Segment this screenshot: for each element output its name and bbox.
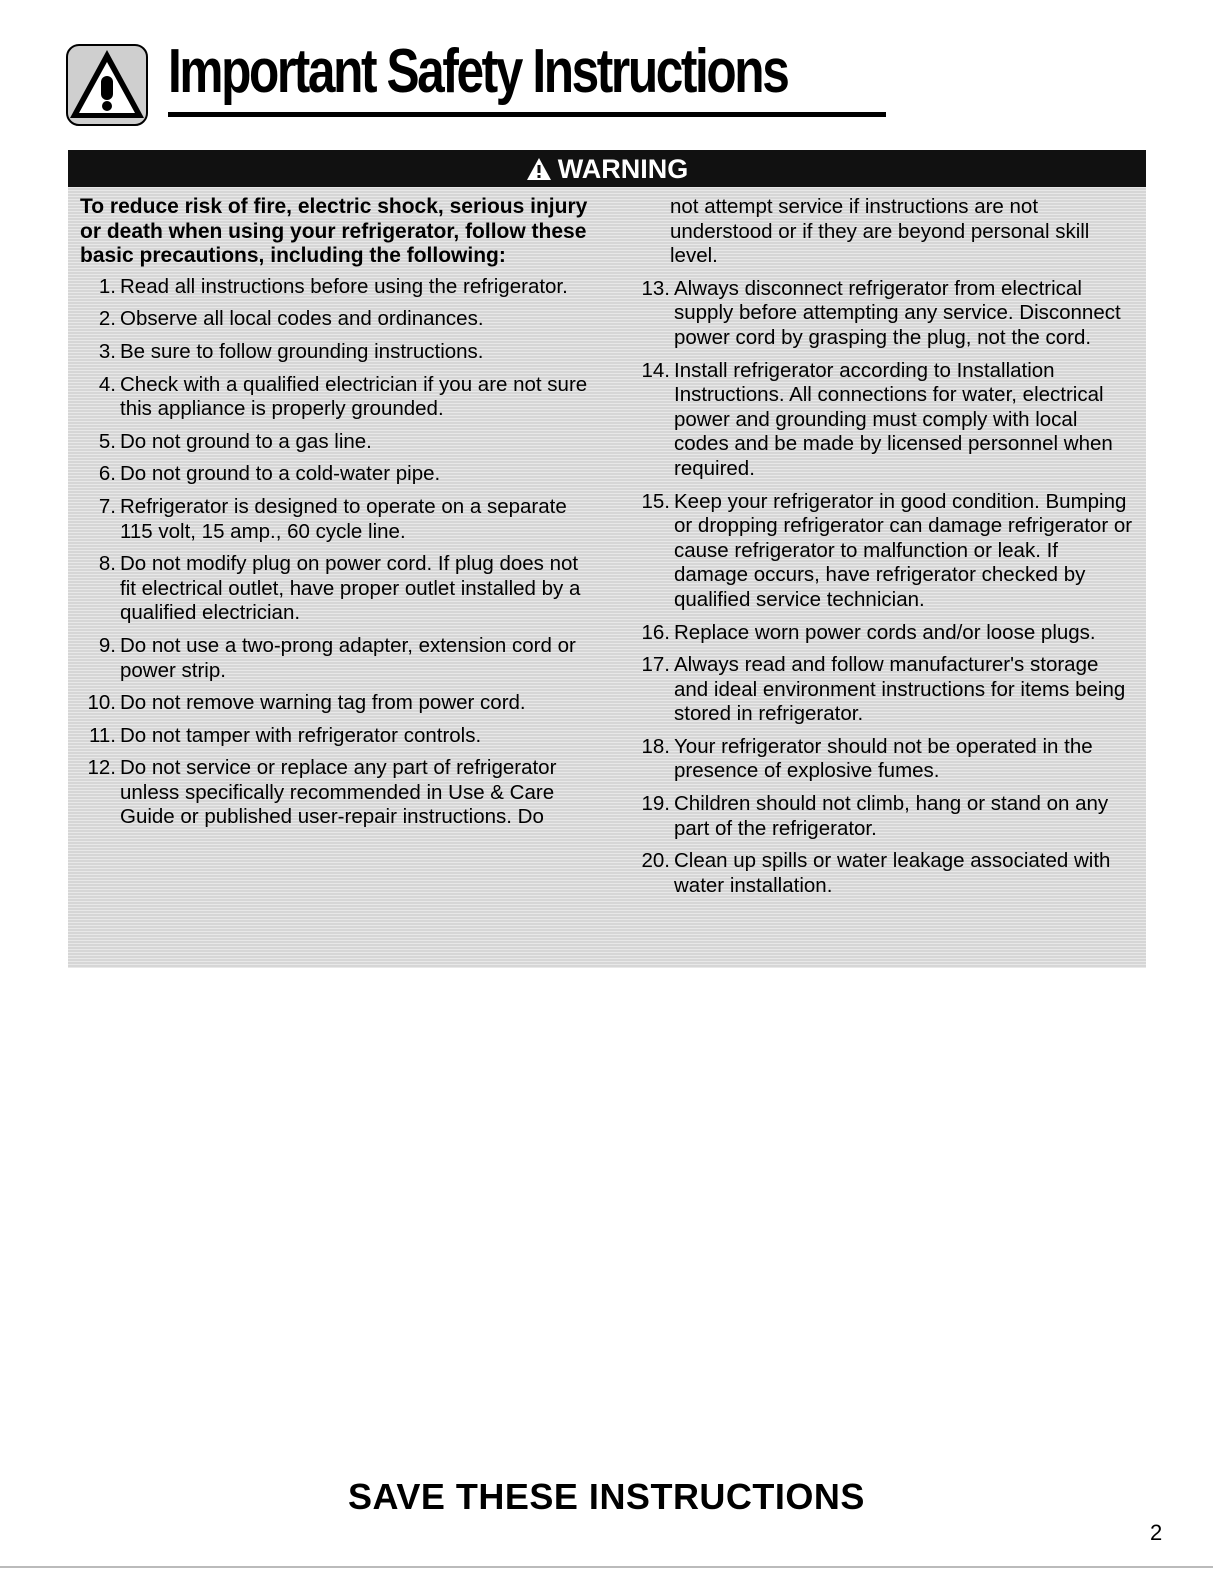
page-number: 2 [1150,1520,1163,1545]
item-number: 1. [98,274,116,298]
instruction-item [634,653,1136,727]
item-number: 10. [87,691,116,715]
instruction-item [634,490,1136,613]
instruction-item [634,277,1136,351]
item-12-continued: not attempt service if instructions are not understood or if they are beyond personal skill level. [670,195,1090,268]
item-text: Do not modify plug on power cord. If plug does not fit electrical outlet, have proper outlet installed by a qualified electrician. [120,552,581,625]
item-number: 11. [89,723,116,747]
warning-intro: To reduce risk of fire, electric shock, serious injury or death when using your refrigerator, follow these basic precautions, including the following: [80,195,588,268]
instruction-item [80,691,590,716]
item-number: 13. [641,276,670,300]
instruction-item [634,359,1136,482]
item-number: 4. [98,372,116,396]
item-number: 3. [98,339,116,363]
instruction-item [80,275,590,300]
instruction-list-right [634,277,1136,899]
instruction-item [80,307,590,332]
instruction-item [80,462,590,487]
item-text: Read all instructions before using the refrigerator. [120,274,568,298]
warning-column-right [634,195,1136,906]
instruction-item [80,552,590,626]
item-number: 15. [641,489,670,513]
instruction-item [634,849,1136,898]
item-text: Always read and follow manufacturer's storage and ideal environment instructions for items being stored in refrigerator. [674,653,1126,726]
item-number: 18. [641,734,670,758]
instruction-item [634,792,1136,841]
instruction-list-left [80,275,590,830]
page-title: Important Safety Instructions [168,37,788,106]
item-text: Keep your refrigerator in good condition. Bumping or dropping refrigerator can damage refrigerator or cause refrigerator to malfunction or leak. If damage occurs, have refrigerator checked by qualified service technician. [674,489,1133,611]
title-underline [168,112,886,117]
item-text: Install refrigerator according to Installation Instructions. All connections for water, electrical power and grounding must comply with local codes and be made by licensed personnel when required. [674,358,1113,480]
item-number: 20. [641,849,670,873]
item-number: 17. [641,653,670,677]
instruction-item [80,340,590,365]
item-text: Do not tamper with refrigerator controls. [120,723,482,747]
item-number: 7. [98,494,116,518]
item-number: 5. [98,429,116,453]
item-number: 12. [87,756,116,780]
item-text: Do not use a two-prong adapter, extension cord or power strip. [120,633,576,682]
warning-triangle-icon [66,44,148,126]
instruction-item [80,634,590,683]
item-number: 2. [98,307,116,331]
instruction-item [80,724,590,749]
item-text: Clean up spills or water leakage associated with water installation. [674,849,1111,897]
item-number: 16. [641,620,670,644]
item-text: Children should not climb, hang or stand on any part of the refrigerator. [674,792,1109,840]
item-text: Do not remove warning tag from power cord. [120,691,526,715]
instruction-item [634,735,1136,784]
warning-banner [68,150,1146,187]
instruction-item [80,430,590,455]
instruction-item [80,495,590,544]
item-number: 14. [641,358,670,382]
item-text: Always disconnect refrigerator from electrical supply before attempting any service. Disconnect power cord by grasping the plug, not the cord. [674,276,1121,349]
item-text: Observe all local codes and ordinances. [120,307,484,331]
save-instructions-footer: SAVE THESE INSTRUCTIONS [348,1476,865,1517]
warning-column-left [80,195,590,838]
warning-icon [526,157,552,181]
item-text: Do not service or replace any part of refrigerator unless specifically recommended in Use & Care Guide or published user-repair instructions. Do [120,756,557,829]
item-text: Check with a qualified electrician if you are not sure this appliance is properly grounded. [120,372,588,421]
instruction-item [634,621,1136,646]
bottom-divider [0,1566,1213,1568]
page-header [66,37,826,130]
item-text: Refrigerator is designed to operate on a separate 115 volt, 15 amp., 60 cycle line. [120,494,567,543]
item-text: Your refrigerator should not be operated in the presence of explosive fumes. [674,734,1093,783]
item-text: Replace worn power cords and/or loose plugs. [674,620,1096,644]
instruction-item [80,756,590,830]
item-number: 19. [641,792,670,816]
item-number: 6. [98,462,116,486]
warning-box [68,150,1146,968]
item-text: Be sure to follow grounding instructions. [120,339,484,363]
item-number: 9. [98,633,116,657]
warning-label: WARNING [557,154,689,184]
instruction-item [80,373,590,422]
item-number: 8. [98,552,116,576]
item-text: Do not ground to a gas line. [120,429,372,453]
item-text: Do not ground to a cold-water pipe. [120,462,441,486]
